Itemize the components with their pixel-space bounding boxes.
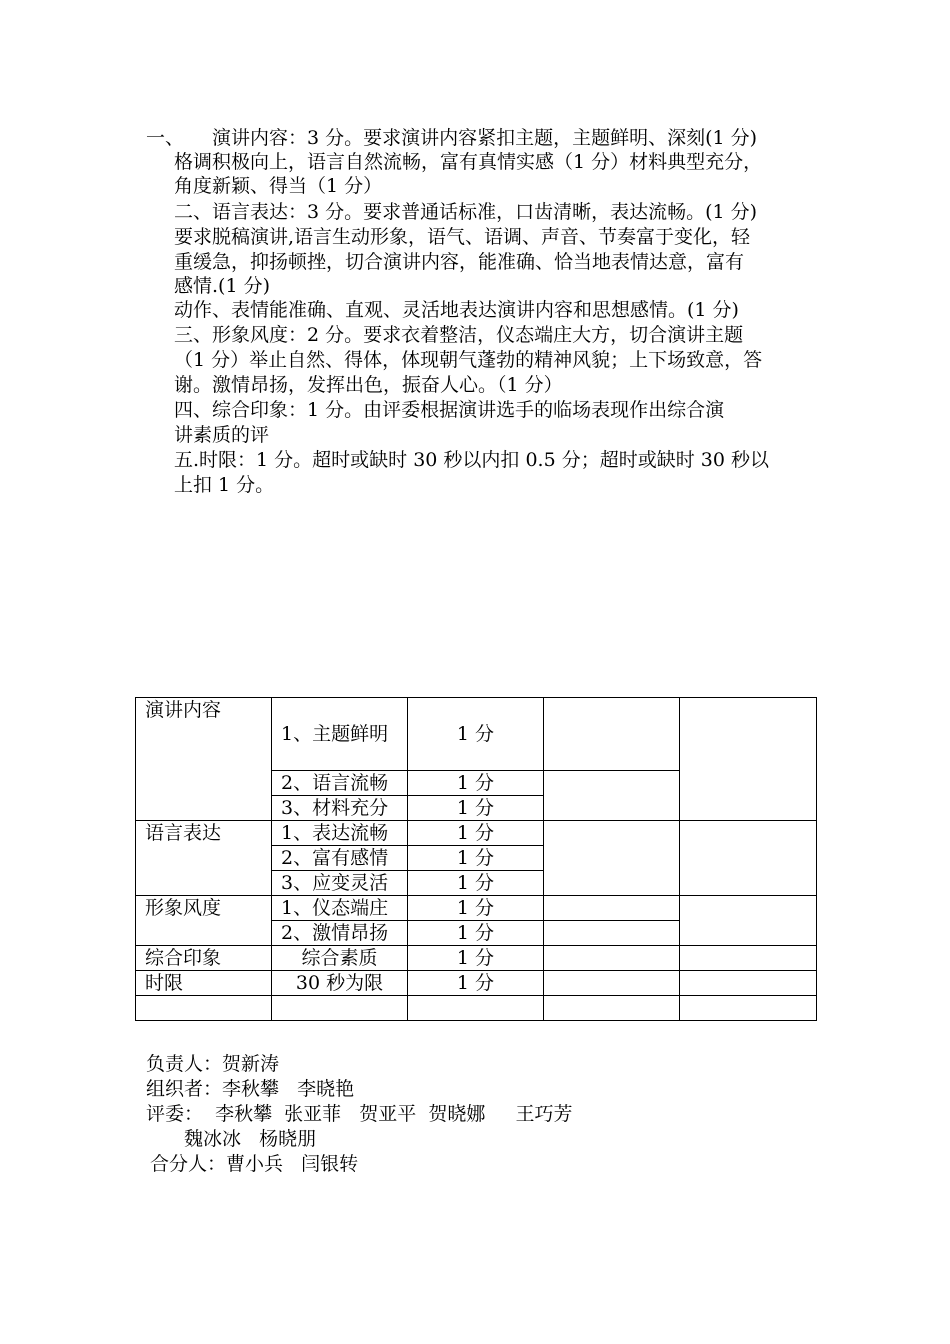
section-number: 一、	[146, 127, 185, 149]
rule-line: 上扣 1 分。	[174, 474, 275, 496]
blank-cell	[680, 698, 817, 821]
rule-line: 二、语言表达：3 分。要求普通话标准，口齿清晰，表达流畅。(1 分)	[174, 201, 758, 223]
score-cell: 1 分	[408, 921, 544, 946]
blank-cell	[544, 821, 680, 896]
score-cell: 1 分	[408, 946, 544, 971]
blank-cell	[408, 996, 544, 1021]
blank-cell	[544, 771, 680, 821]
judges: 评委： 李秋攀 张亚菲 贺亚平 贺晓娜 王巧芳	[146, 1103, 573, 1125]
rule-line: 谢。激情昂扬，发挥出色，振奋人心。（1 分）	[174, 374, 563, 396]
score-cell: 1 分	[408, 821, 544, 846]
blank-cell	[680, 896, 817, 946]
rule-line: （1 分）举止自然、得体，体现朝气蓬勃的精神风貌；上下场致意，答	[174, 349, 763, 371]
table-row	[136, 971, 817, 996]
rule-line: 五.时限：1 分。超时或缺时 30 秒以内扣 0.5 分；超时或缺时 30 秒以	[174, 449, 769, 471]
table-row	[136, 946, 817, 971]
rule-line: 讲素质的评	[174, 424, 270, 446]
item-cell: 1、表达流畅	[272, 821, 408, 846]
blank-cell	[544, 996, 680, 1021]
score-cell: 1 分	[408, 698, 544, 771]
score-cell: 1 分	[408, 871, 544, 896]
score-cell: 1 分	[408, 846, 544, 871]
rule-line: 要求脱稿演讲,语言生动形象，语气、语调、声音、节奏富于变化，轻	[174, 226, 751, 248]
category-cell: 形象风度	[136, 896, 272, 946]
rule-line: 重缓急，抑扬顿挫，切合演讲内容，能准确、恰当地表情达意，富有	[174, 251, 745, 273]
rule-line: 演讲内容：3 分。要求演讲内容紧扣主题，主题鲜明、深刻(1 分)	[212, 127, 758, 149]
blank-cell	[544, 698, 680, 771]
blank-cell	[544, 896, 680, 921]
item-cell: 1、仪态端庄	[272, 896, 408, 921]
table-row	[136, 698, 817, 771]
score-cell: 1 分	[408, 896, 544, 921]
item-cell: 3、材料充分	[272, 796, 408, 821]
blank-cell	[680, 946, 817, 971]
item-cell: 综合素质	[272, 946, 408, 971]
category-cell: 演讲内容	[136, 698, 272, 821]
score-cell: 1 分	[408, 796, 544, 821]
scorers: 合分人：曹小兵 闫银转	[150, 1153, 359, 1175]
rule-line: 四、综合印象：1 分。由评委根据演讲选手的临场表现作出综合演	[174, 399, 725, 421]
score-cell: 1 分	[408, 971, 544, 996]
rule-line: 动作、表情能准确、直观、灵活地表达演讲内容和思想感情。(1 分)	[174, 299, 739, 321]
category-cell: 综合印象	[136, 946, 272, 971]
blank-cell	[272, 996, 408, 1021]
item-cell: 1、主题鲜明	[272, 698, 408, 771]
item-cell: 30 秒为限	[272, 971, 408, 996]
rule-line: 三、形象风度：2 分。要求衣着整洁，仪态端庄大方，切合演讲主题	[174, 324, 744, 346]
blank-cell	[544, 946, 680, 971]
blank-cell	[680, 971, 817, 996]
rule-line: 感情.(1 分)	[174, 275, 270, 297]
judges-continued: 魏冰冰 杨晓朋	[184, 1128, 317, 1150]
blank-cell	[680, 821, 817, 896]
item-cell: 2、语言流畅	[272, 771, 408, 796]
score-table	[135, 697, 817, 1021]
responsible-person: 负责人：贺新涛	[146, 1053, 280, 1075]
item-cell: 3、应变灵活	[272, 871, 408, 896]
organizers: 组织者：李秋攀 李晓艳	[146, 1078, 355, 1100]
blank-cell	[136, 996, 272, 1021]
table-row	[136, 821, 817, 846]
rule-line: 格调积极向上，语言自然流畅，富有真情实感（1 分）材料典型充分，	[174, 151, 763, 173]
category-cell: 时限	[136, 971, 272, 996]
table-row	[136, 896, 817, 921]
score-cell: 1 分	[408, 771, 544, 796]
blank-cell	[544, 971, 680, 996]
table-row	[136, 996, 817, 1021]
rule-line: 角度新颖、得当（1 分）	[174, 175, 383, 197]
item-cell: 2、激情昂扬	[272, 921, 408, 946]
blank-cell	[680, 996, 817, 1021]
blank-cell	[544, 921, 680, 946]
item-cell: 2、富有感情	[272, 846, 408, 871]
category-cell: 语言表达	[136, 821, 272, 896]
